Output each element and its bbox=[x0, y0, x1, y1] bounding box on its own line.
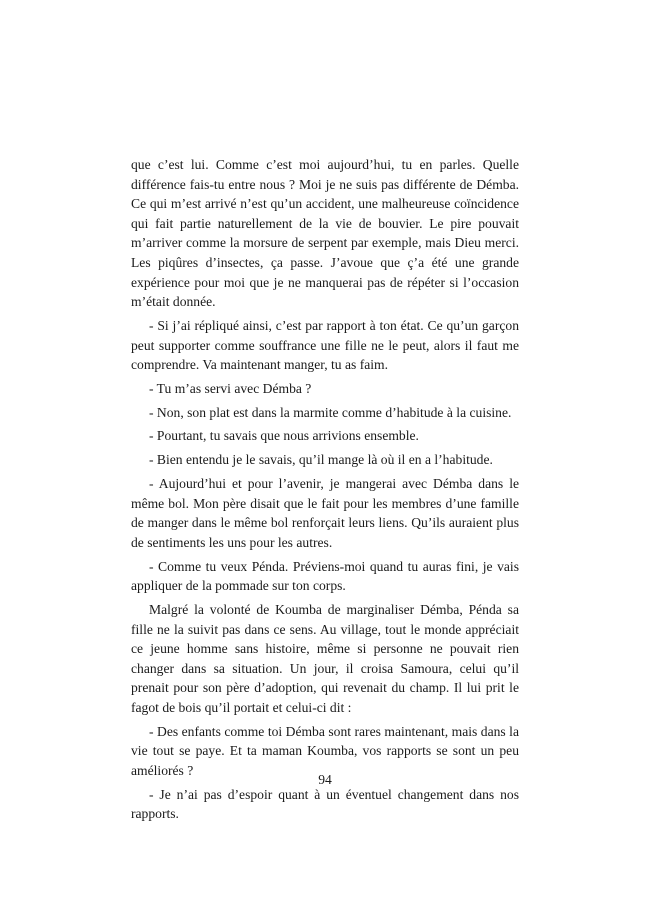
page-number: 94 bbox=[318, 772, 332, 787]
paragraph: - Je n’ai pas d’espoir quant à un éventuel changement dans nos rapports. bbox=[131, 786, 519, 822]
paragraph: - Tu m’as servi avec Démba ? bbox=[149, 380, 312, 396]
paragraph: - Aujourd’hui et pour l’avenir, je mangerai avec Démba dans le même bol. Mon père disait que le fait pour les membres d’une famille de manger dans le même bol renforçait leurs liens. Qu’ils auraient plus de sentiments les uns pour les autres. bbox=[131, 476, 519, 550]
paragraph: - Bien entendu je le savais, qu’il mange là où il en a l’habitude. bbox=[149, 452, 493, 468]
paragraph: - Si j’ai répliqué ainsi, c’est par rapport à ton état. Ce qu’un garçon peut supporter comme souffrance une fille ne le peut, alors il faut me comprendre. Va maintenant manger, tu as faim. bbox=[131, 317, 519, 373]
paragraph: Malgré la volonté de Koumba de marginaliser Démba, Pénda sa fille ne la suivit pas dans ce sens. Au village, tout le monde appréciait ce jeune homme sans histoire, même si personne ne pouvait rien changer dans sa situation. Un jour, il croisa Samoura, celui qu’il prenait pour son père d’adoption, qui revenait du champ. Il lui prit le fagot de bois qu’il portait et celui-ci dit : bbox=[131, 601, 519, 715]
paragraph: - Non, son plat est dans la marmite comme d’habitude à la cuisine. bbox=[149, 404, 512, 420]
paragraph: que c’est lui. Comme c’est moi aujourd’hui, tu en parles. Quelle différence fais-tu entre nous ? Moi je ne suis pas différente de Démba. Ce qui m’est arrivé n’est qu’un accident, une malheureuse coïncidence qui fait partie naturellement de la vie de bouvier. Le pire pouvait m’arriver comme la morsure de serpent par exemple, mais Dieu merci. Les piqûres d’insectes, ça passe. J’avoue que ç’a été une grande expérience pour moi que je ne manquerai pas de répéter si l’occasion m’était donnée. bbox=[131, 157, 519, 310]
paragraph: - Pourtant, tu savais que nous arrivions ensemble. bbox=[149, 428, 419, 444]
paragraph: - Comme tu veux Pénda. Préviens-moi quand tu auras fini, je vais appliquer de la pommade sur ton corps. bbox=[131, 558, 519, 594]
body-text bbox=[131, 155, 519, 828]
paragraph: - Des enfants comme toi Démba sont rares maintenant, mais dans la vie tout se paye. Et ta maman Koumba, vos rapports se sont un peu améliorés ? bbox=[131, 723, 519, 778]
